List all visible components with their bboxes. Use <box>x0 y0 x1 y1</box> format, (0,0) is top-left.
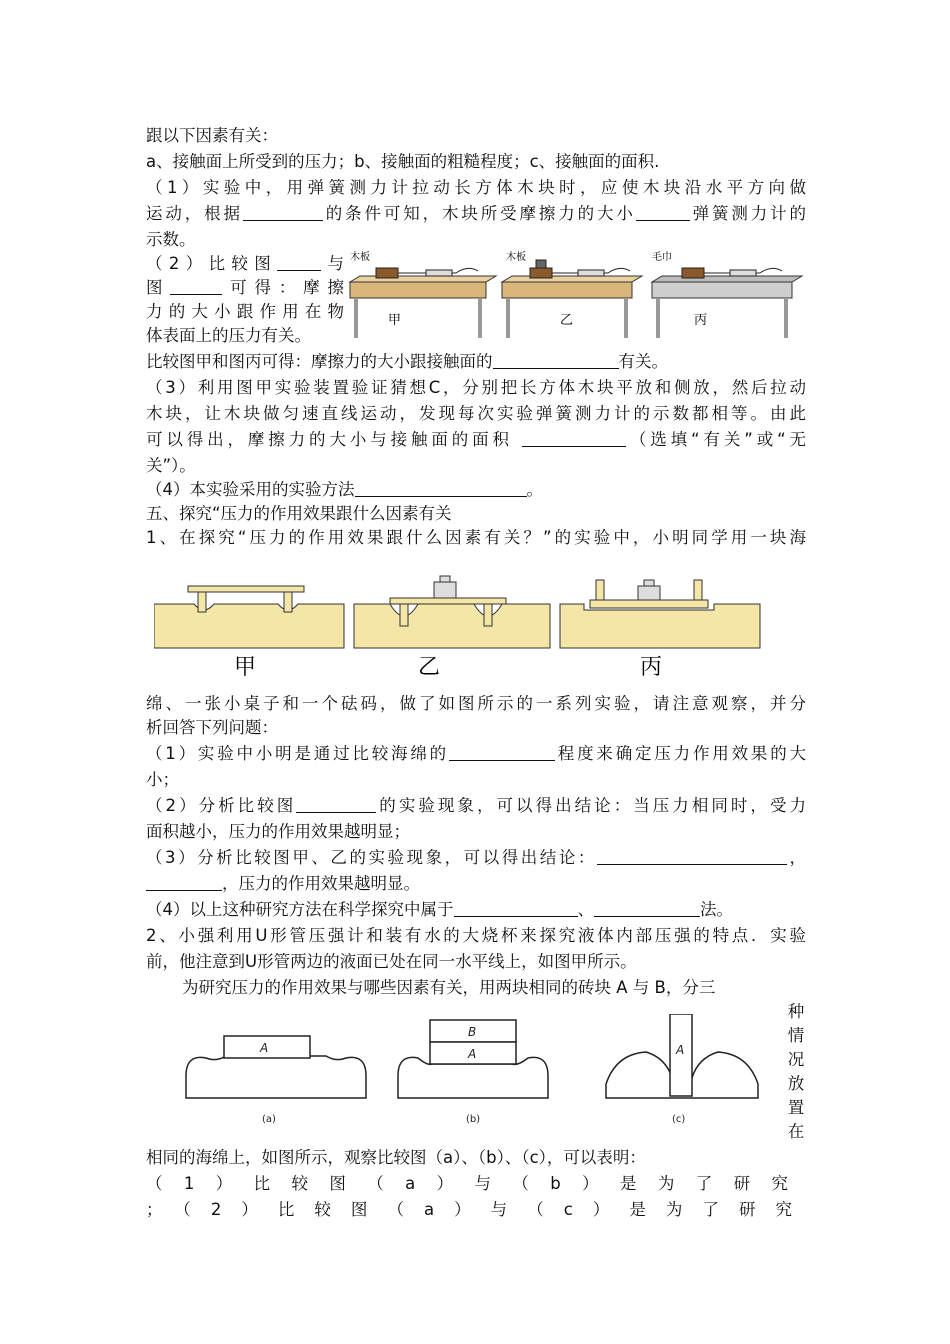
sponge-panel-bing <box>560 580 760 676</box>
vertical-char: 放 <box>787 1074 805 1093</box>
text-run: 运动，根据 <box>146 204 243 223</box>
text-line: ；（2）比较图（a）与（c）是为了研究 <box>146 1200 806 1219</box>
text-run: 的条件可知，木块所受摩擦力的大小 <box>322 204 636 223</box>
text-line: 跟以下因素有关： <box>146 126 278 145</box>
vertical-char: 情 <box>787 1026 805 1045</box>
brick-panel-c <box>606 1014 758 1125</box>
brick-panel-a <box>186 1036 366 1125</box>
text-run: 可得：摩擦 <box>222 278 345 297</box>
blank-line <box>454 898 578 917</box>
friction-experiment-figure <box>346 248 806 340</box>
text-run: （3）分析比较图甲、乙的实验现象，可以得出结论： <box>146 848 597 867</box>
text-line <box>146 350 806 374</box>
text-run: 比较图甲和图丙可得：摩擦力的大小跟接触面的 <box>146 352 493 371</box>
text-line: 示数。 <box>146 230 196 249</box>
text-run: 图 <box>146 278 171 297</box>
panel-label: 甲 <box>388 313 402 328</box>
text-run: 弹簧测力计的 <box>689 204 806 223</box>
text-run: 的实验现象，可以得出结论：当压力相同时，受力 <box>376 796 806 815</box>
text-line <box>146 202 806 226</box>
text-line <box>146 276 344 300</box>
text-line <box>146 846 806 870</box>
sponge-panel-jia <box>154 586 344 676</box>
friction-panel-bing <box>652 250 802 338</box>
text-run: 程度来确定压力作用效果的大 <box>554 744 807 763</box>
panel-label: 乙 <box>560 313 574 328</box>
blank-line <box>522 428 626 447</box>
text-run: 有关。 <box>618 352 668 371</box>
panel-label: 丙 <box>694 313 708 328</box>
brick-label: A <box>260 1041 269 1055</box>
panel-label: (b) <box>466 1114 481 1125</box>
vertical-char: 置 <box>787 1098 805 1117</box>
text-run: （4）以上这种研究方法在科学探究中属于 <box>146 900 454 919</box>
brick-label: A <box>468 1047 477 1061</box>
panel-label: 丙 <box>640 655 663 676</box>
panel-label: 乙 <box>418 655 441 676</box>
text-line: （1）比较图（a）与（b）是为了研究 <box>146 1174 806 1193</box>
sponge-experiment-figure <box>154 570 764 676</box>
blank-line <box>146 872 222 891</box>
text-run: （2）比较图 <box>146 254 278 273</box>
text-line <box>146 252 344 276</box>
text-line: 1、在探究“压力的作用效果跟什么因素有关？”的实验中，小明同学用一块海 <box>146 528 806 547</box>
text-line: 前，他注意到U形管两边的液面已处在同一水平线上，如图甲所示。 <box>146 952 637 971</box>
text-line: 相同的海绵上，如图所示，观察比较图（a）、（b）、（c），可以表明： <box>146 1148 646 1167</box>
surface-label: 毛巾 <box>652 252 672 263</box>
text-line: 关”）。 <box>146 456 196 475</box>
blank-line <box>449 742 555 761</box>
text-line: （1）实验中，用弹簧测力计拉动长方体木块时，应使木块沿水平方向做 <box>146 178 806 197</box>
brick-label: B <box>468 1025 477 1039</box>
text-line <box>146 872 806 896</box>
text-run: ， <box>786 848 807 867</box>
text-run: ，压力的作用效果越明显。 <box>222 874 420 893</box>
text-line: a、接触面上所受到的压力；b、接触面的粗糙程度；c、接触面的面积. <box>146 152 660 171</box>
text-run: 与 <box>321 254 344 273</box>
panel-label: (c) <box>672 1114 686 1125</box>
sponge-panel-yi <box>354 576 550 676</box>
blank-line <box>597 846 787 865</box>
text-line: 木块，让木块做匀速直线运动，发现每次实验弹簧测力计的示数都相等。由此 <box>146 404 806 423</box>
brick-sponge-figure <box>176 1014 776 1130</box>
text-line: 小； <box>146 770 179 789</box>
text-run: 可以得出，摩擦力的大小与接触面的面积 <box>146 430 513 449</box>
panel-label: 甲 <box>234 655 257 676</box>
blank-line <box>636 202 690 221</box>
panel-label: (a) <box>262 1114 276 1125</box>
text-run: 法。 <box>700 900 733 919</box>
text-line <box>146 428 806 452</box>
blank-line <box>243 202 323 221</box>
text-run: 。 <box>526 480 543 499</box>
friction-panel-yi <box>502 250 642 338</box>
text-run: （1）实验中小明是通过比较海绵的 <box>146 744 449 763</box>
brick-panel-b <box>398 1020 548 1125</box>
text-run: （选填“有关”或“无 <box>626 430 807 449</box>
blank-line <box>277 252 321 271</box>
text-line: 2、小强利用U形管压强计和装有水的大烧杯来探究液体内部压强的特点．实验 <box>146 926 806 945</box>
blank-line <box>594 898 700 917</box>
blank-line <box>170 276 222 295</box>
text-line: 析回答下列问题： <box>146 718 278 737</box>
surface-label: 木板 <box>506 252 526 263</box>
text-line: （3）利用图甲实验装置验证猜想C，分别把长方体木块平放和侧放，然后拉动 <box>146 378 806 397</box>
text-run: （2）分析比较图 <box>146 796 297 815</box>
text-line: 力的大小跟作用在物 <box>146 302 344 321</box>
text-line <box>146 898 806 922</box>
brick-label: A <box>676 1043 685 1057</box>
text-line: 体表面上的压力有关。 <box>146 326 311 345</box>
vertical-char: 种 <box>787 1002 805 1021</box>
blank-line <box>493 350 619 369</box>
text-line: 面积越小，压力的作用效果越明显； <box>146 822 410 841</box>
text-run: （4）本实验采用的实验方法 <box>146 480 355 499</box>
blank-line <box>296 794 376 813</box>
text-line <box>146 794 806 818</box>
text-line <box>146 742 806 766</box>
text-line <box>146 478 806 502</box>
blank-line <box>355 478 527 497</box>
text-line: 绵、一张小桌子和一个砝码，做了如图所示的一系列实验，请注意观察，并分 <box>146 694 806 713</box>
text-line: 五、探究“压力的作用效果跟什么因素有关 <box>146 504 452 523</box>
text-line: 为研究压力的作用效果与哪些因素有关，用两块相同的砖块 A 与 B，分三 <box>182 978 716 997</box>
vertical-char: 况 <box>787 1050 805 1069</box>
friction-panel-jia <box>350 250 496 338</box>
surface-label: 木板 <box>350 252 370 263</box>
vertical-char: 在 <box>787 1122 805 1141</box>
text-run: 、 <box>577 900 594 919</box>
